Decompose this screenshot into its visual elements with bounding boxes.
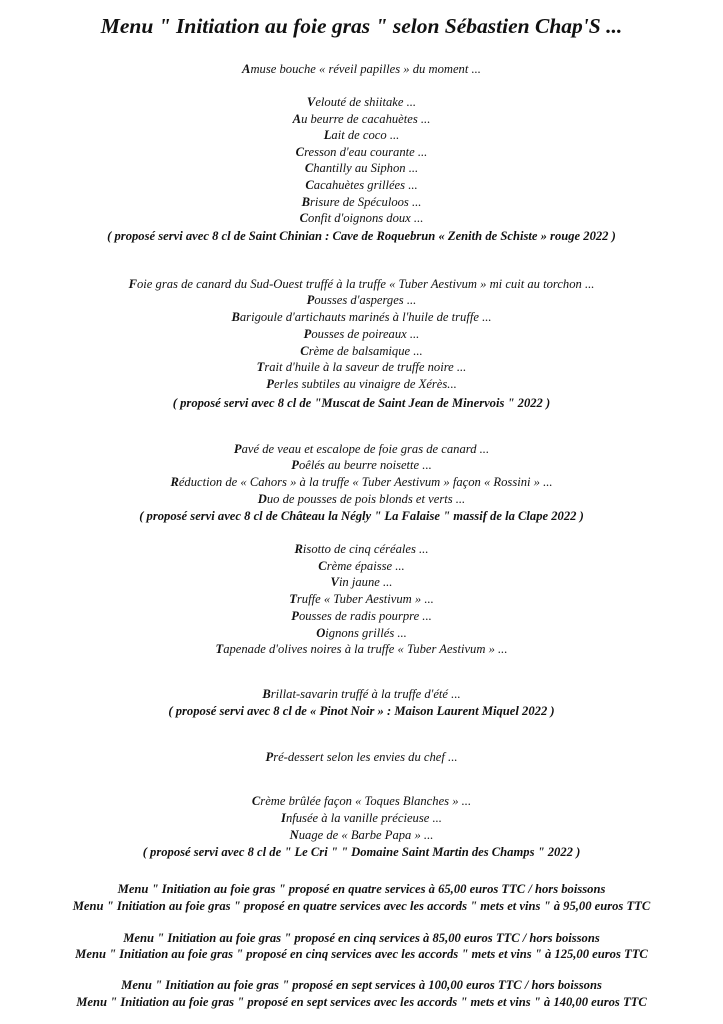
initial-letter: A [242,62,251,76]
course-line: Pré-dessert selon les envies du chef ... [265,750,458,764]
price-line: Menu " Initiation au foie gras " proposé en quatre services à 65,00 euros TTC / hors boissons [117,882,606,896]
initial-letter: L [323,128,332,142]
initial-letter: C [295,145,305,159]
initial-letter: T [256,360,265,374]
course-line: Cresson d'eau courante ... [295,145,428,159]
course-line: Confit d'oignons doux ... [299,211,424,225]
initial-letter: C [300,344,309,358]
course-line: Pousses de radis pourpre ... [291,609,432,623]
initial-letter: I [281,811,286,825]
course-line: Vin jaune ... [330,575,393,589]
course-line: Au beurre de cacahuètes ... [292,112,431,126]
wine-pairing: ( proposé servi avec 8 cl de " Le Cri " " Domaine Saint Martin des Champs " 2022 ) [142,845,581,859]
initial-letter: N [289,828,299,842]
initial-letter: C [305,178,314,192]
course-line: Brillat-savarin truffé à la truffe d'été ... [262,687,461,701]
initial-letter: A [292,112,302,126]
initial-letter: P [265,750,274,764]
wine-pairing: ( proposé servi avec 8 cl de Château la Négly " La Falaise " massif de la Clape 2022 ) [139,509,584,523]
initial-letter: V [306,95,316,109]
price-line: Menu " Initiation au foie gras " proposé en sept services à 100,00 euros TTC / hors boissons [121,978,602,992]
course-line: Nuage de « Barbe Papa » ... [289,828,434,842]
initial-letter: P [291,458,299,472]
course-line: Pousses de poireaux ... [303,327,420,341]
course-line: Pavé de veau et escalope de foie gras de canard ... [233,442,490,456]
initial-letter: B [301,195,310,209]
initial-letter: R [294,542,303,556]
initial-letter: T [215,642,224,656]
course-line: Barigoule d'artichauts marinés à l'huile de truffe ... [231,310,492,324]
price-line: Menu " Initiation au foie gras " proposé en cinq services à 85,00 euros TTC / hors boissons [123,931,600,945]
initial-letter: F [128,277,137,291]
price-line: Menu " Initiation au foie gras " proposé en quatre services avec les accords " mets et vins " à 95,00 euros TTC [72,899,651,913]
initial-letter: B [262,687,271,701]
course-line: Perles subtiles au vinaigre de Xérès... [266,377,457,391]
course-line: Velouté de shiitake ... [306,95,417,109]
course-line: Chantilly au Siphon ... [304,161,419,175]
initial-letter: T [289,592,297,606]
course-line: Risotto de cinq céréales ... [294,542,429,556]
wine-pairing: ( proposé servi avec 8 cl de "Muscat de Saint Jean de Minervois " 2022 ) [172,396,551,410]
initial-letter: V [330,575,339,589]
wine-pairing: ( proposé servi avec 8 cl de Saint Chinian : Cave de Roquebrun « Zenith de Schiste » rouge 2022 ) [107,229,616,243]
initial-letter: P [233,442,242,456]
course-line: Lait de coco ... [323,128,400,142]
course-line: Foie gras de canard du Sud-Ouest truffé à la truffe « Tuber Aestivum » mi cuit au torchon ... [128,277,595,291]
initial-letter: P [306,293,315,307]
course-line: Crème de balsamique ... [300,344,423,358]
course-line: Truffe « Tuber Aestivum » ... [289,592,434,606]
course-line: Tapenade d'olives noires à la truffe « Tuber Aestivum » ... [215,642,508,656]
course-line: Duo de pousses de pois blonds et verts ... [257,492,466,506]
initial-letter: D [257,492,267,506]
course-line: Trait d'huile à la saveur de truffe noire ... [256,360,467,374]
initial-letter: P [291,609,299,623]
initial-letter: C [299,211,309,225]
initial-letter: R [170,475,179,489]
price-line: Menu " Initiation au foie gras " proposé en cinq services avec les accords " mets et vins " à 125,00 euros TTC [75,947,648,961]
initial-letter: B [231,310,240,324]
course-line: Brisure de Spéculoos ... [301,195,422,209]
course-line: Oignons grillés ... [316,626,407,640]
course-line: Crème brûlée façon « Toques Blanches » ... [251,794,472,808]
initial-letter: P [266,377,274,391]
wine-pairing: ( proposé servi avec 8 cl de « Pinot Noir » : Maison Laurent Miquel 2022 ) [168,704,555,718]
course-line: Réduction de « Cahors » à la truffe « Tuber Aestivum » façon « Rossini » ... [170,475,553,489]
course-line: Pousses d'asperges ... [306,293,417,307]
price-line: Menu " Initiation au foie gras " proposé en sept services avec les accords " mets et vins " à 140,00 euros TTC [76,995,647,1009]
initial-letter: C [318,559,327,573]
menu-title: Menu " Initiation au foie gras " selon Sébastien Chap'S ... [100,14,623,38]
course-line: Infusée à la vanille précieuse ... [281,811,442,825]
course-line: Poêlés au beurre noisette ... [291,458,432,472]
initial-letter: C [304,161,314,175]
initial-letter: P [303,327,312,341]
course-line: Amuse bouche « réveil papilles » du moment ... [242,62,481,76]
initial-letter: C [251,794,261,808]
course-line: Cacahuètes grillées ... [305,178,418,192]
course-line: Crème épaisse ... [318,559,405,573]
initial-letter: O [316,626,326,640]
